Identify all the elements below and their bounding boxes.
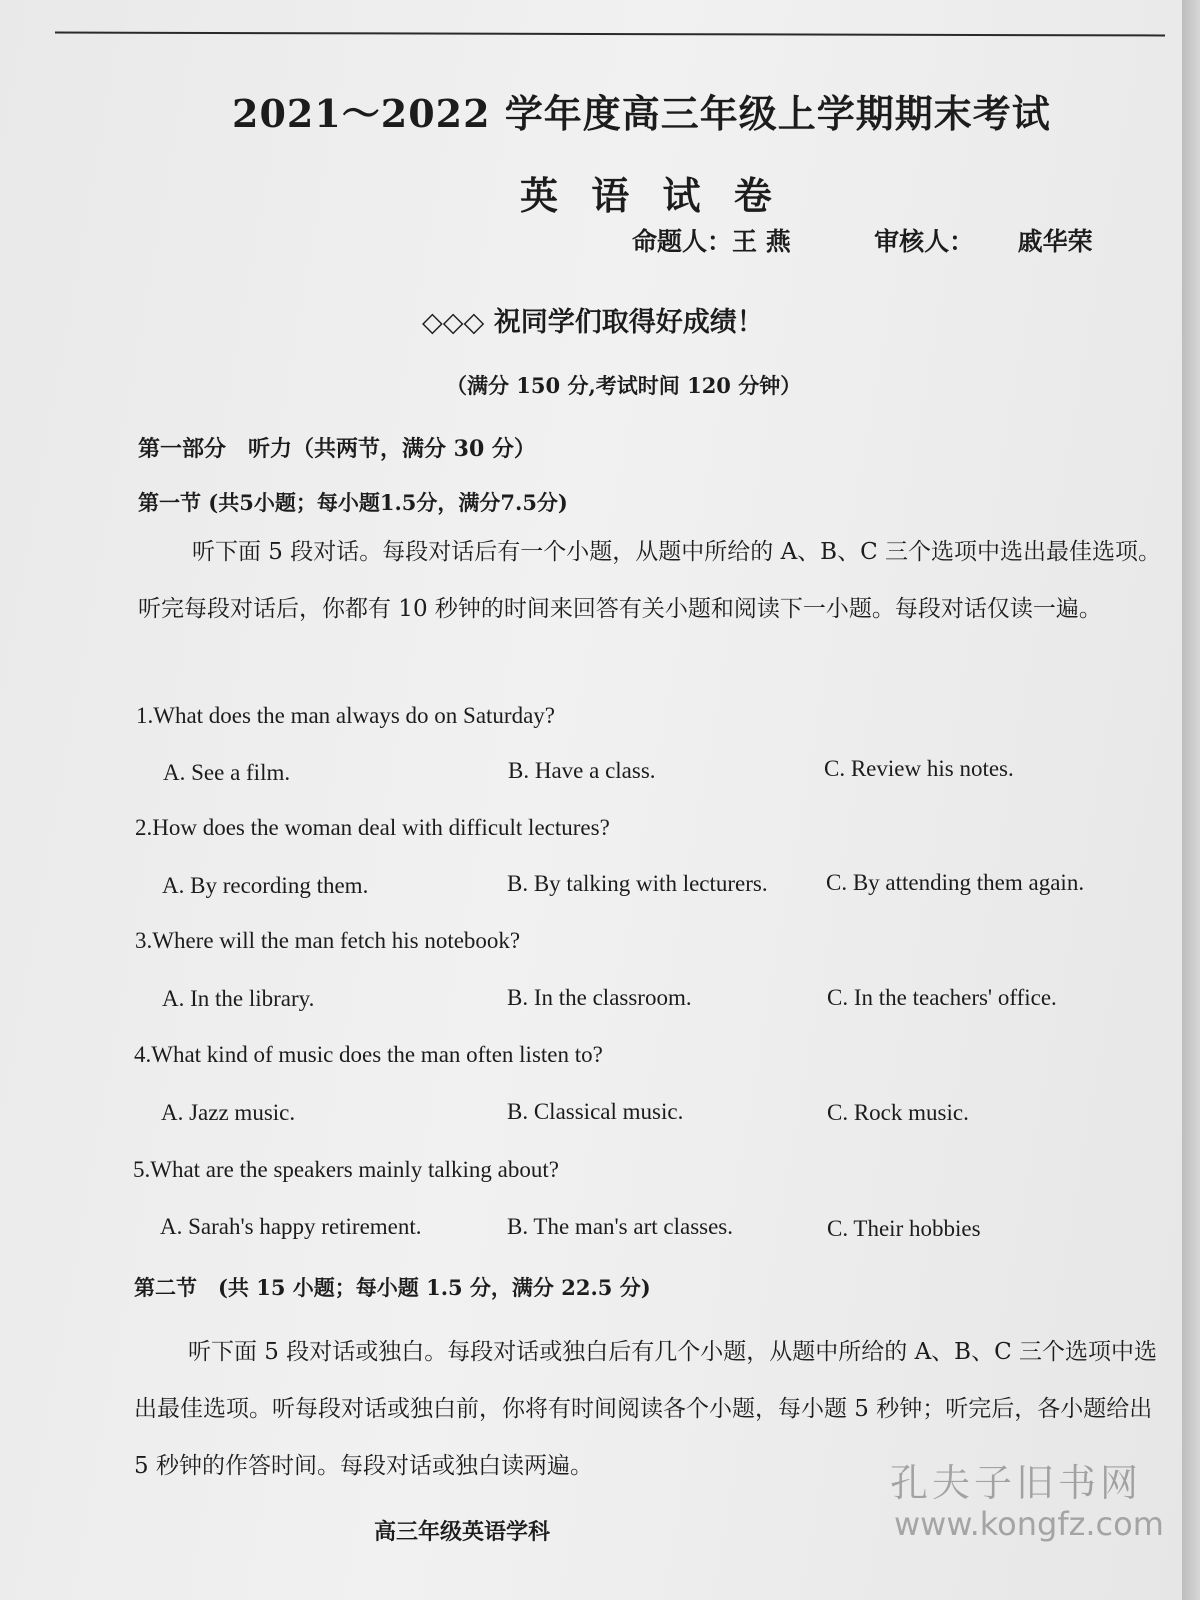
question-3: 3.Where will the man fetch his notebook? xyxy=(135,928,521,953)
q5-option-b: B. The man's art classes. xyxy=(507,1214,734,1239)
q1-option-c: C. Review his notes. xyxy=(824,756,1014,781)
q4-option-c: C. Rock music. xyxy=(827,1100,969,1125)
question-2: 2.How does the woman deal with difficult lectures? xyxy=(135,815,610,840)
q2-option-a: A. By recording them. xyxy=(162,873,369,898)
q2-option-b: B. By talking with lecturers. xyxy=(507,871,768,896)
section1-instructions: 听下面 5 段对话。每段对话后有一个小题，从题中所给的 A、B、C 三个选项中选出最佳选项。听完每段对话后，你都有 10 秒钟的时间来回答有关小题和阅读下一小题。每段对话仅读一遍。 xyxy=(138,539,1161,622)
score-info: （满分 150 分,考试时间 120 分钟） xyxy=(446,373,802,398)
page-edge-shadow xyxy=(1182,0,1200,1600)
q3-option-c: C. In the teachers' office. xyxy=(827,985,1057,1010)
page-footer: 高三年级英语学科 xyxy=(374,1519,551,1545)
q5-option-c: C. Their hobbies xyxy=(827,1216,981,1241)
reviewer-label: 审核人： xyxy=(874,227,975,256)
watermark-url: www.kongfz.com xyxy=(894,1505,1164,1543)
q4-option-a: A. Jazz music. xyxy=(161,1100,296,1125)
good-luck-line: ◇◇◇ 祝同学们取得好成绩！ xyxy=(422,307,764,338)
q1-option-a: A. See a film. xyxy=(163,760,291,785)
q3-option-b: B. In the classroom. xyxy=(507,985,692,1010)
section2-heading: 第二节 (共 15 小题；每小题 1.5 分，满分 22.5 分) xyxy=(134,1275,651,1300)
q3-option-a: A. In the library. xyxy=(162,986,315,1011)
q1-option-b: B. Have a class. xyxy=(508,758,656,783)
q4-option-b: B. Classical music. xyxy=(507,1099,684,1124)
section1-heading: 第一节 (共5小题；每小题1.5分，满分7.5分) xyxy=(138,490,568,515)
exam-subtitle: 英 语 试 卷 xyxy=(520,173,782,218)
reviewer-name: 戚华荣 xyxy=(1017,227,1093,256)
question-4: 4.What kind of music does the man often listen to? xyxy=(134,1042,603,1067)
q2-option-c: C. By attending them again. xyxy=(826,870,1085,895)
part1-heading: 第一部分 听力（共两节，满分 30 分） xyxy=(138,436,536,462)
exam-title: 2021～2022 学年度高三年级上学期期末考试 xyxy=(232,91,1051,136)
setter-label: 命题人：王 燕 xyxy=(632,227,791,256)
q5-option-a: A. Sarah's happy retirement. xyxy=(160,1214,422,1239)
authors-line xyxy=(632,222,1093,258)
watermark-logo-text: 孔夫子旧书网 xyxy=(890,1461,1143,1505)
question-1: 1.What does the man always do on Saturday? xyxy=(136,703,555,728)
section2-instructions: 听下面 5 段对话或独白。每段对话或独白后有几个小题，从题中所给的 A、B、C 三个选项中选出最佳选项。听每段对话或独白前，你将有时间阅读各个小题，每小题 5 秒钟；听完后，各小题给出 5 秒钟的作答时间。每段对话或独白读两遍。 xyxy=(134,1339,1157,1479)
top-rule xyxy=(55,32,1165,37)
question-5: 5.What are the speakers mainly talking about? xyxy=(133,1157,559,1182)
